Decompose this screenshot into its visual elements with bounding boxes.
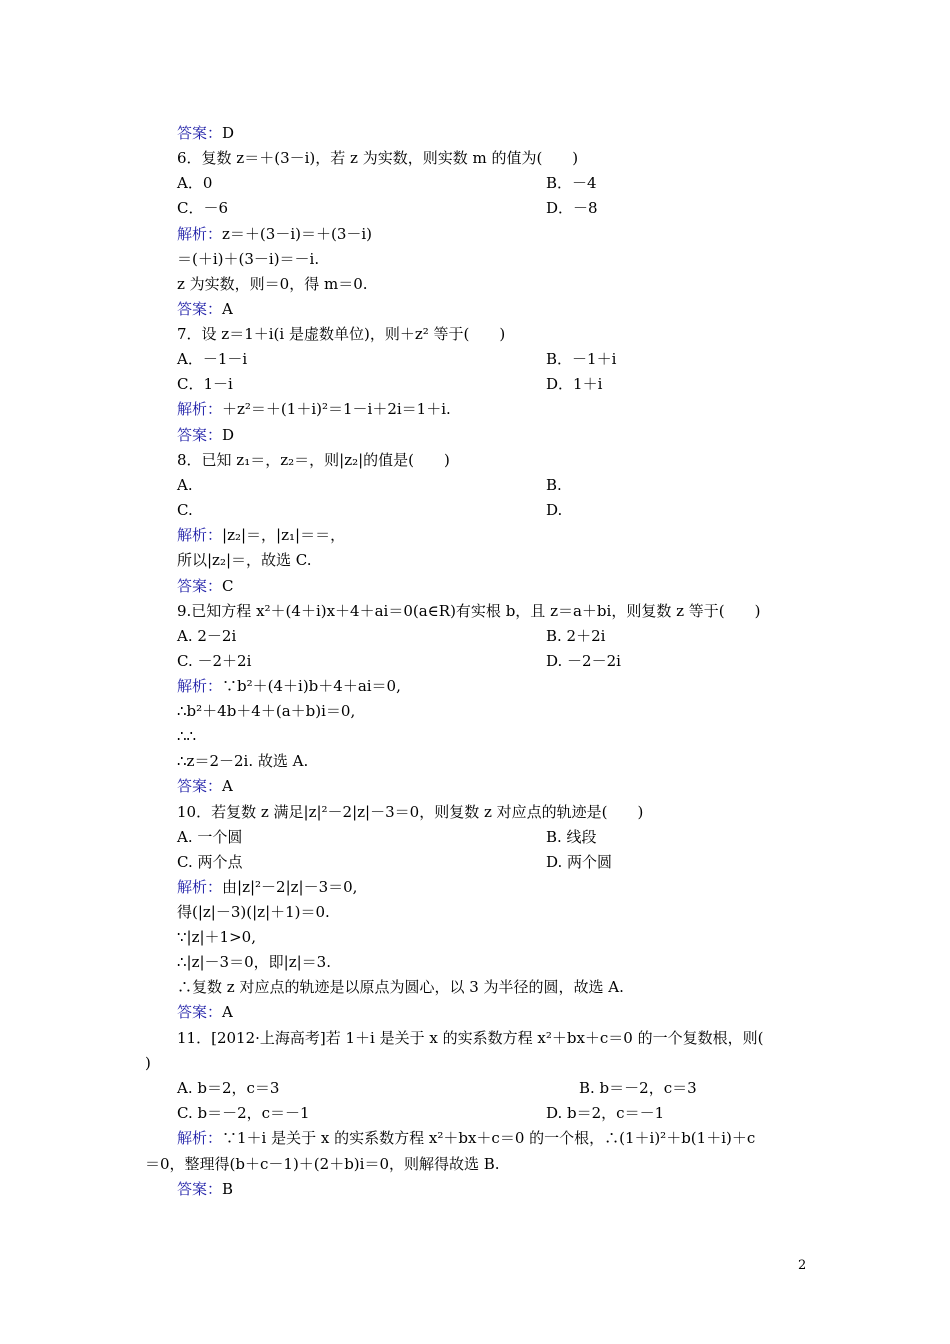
line-content: A bbox=[222, 777, 233, 795]
analysis-label: 解析： bbox=[177, 225, 223, 243]
text-line bbox=[177, 275, 368, 293]
answer-label: 答案： bbox=[177, 1180, 223, 1198]
option-right: D．1＋i bbox=[546, 375, 603, 393]
line-content: C. 两个点 bbox=[177, 853, 243, 871]
analysis-label: 解析： bbox=[177, 677, 223, 695]
line-content: 10．若复数 z 满足|z|²－2|z|－3＝0，则复数 z 对应点的轨迹是( ) bbox=[177, 803, 644, 821]
text-line bbox=[145, 1054, 151, 1072]
answer-label: 答案： bbox=[177, 1003, 223, 1021]
line-content: A. 一个圆 bbox=[177, 828, 243, 846]
text-line bbox=[177, 978, 624, 996]
text-line bbox=[177, 476, 193, 494]
text-line bbox=[177, 853, 242, 871]
line-content: ∴∴ bbox=[177, 727, 197, 745]
text-line bbox=[145, 1155, 500, 1173]
text-line bbox=[177, 577, 234, 595]
text-line bbox=[177, 350, 247, 368]
option-right: D. －2－2i bbox=[546, 652, 621, 670]
line-content: z＝＋(3－i)＝＋(3－i) bbox=[222, 225, 373, 243]
option-right: B. bbox=[546, 476, 562, 494]
line-content: ∴b²＋4b＋4＋(a＋b)i＝0, bbox=[177, 702, 356, 720]
line-content: ∴z＝2－2i. 故选 A. bbox=[177, 752, 309, 770]
line-content: C．－6 bbox=[177, 199, 229, 217]
answer-label: 答案： bbox=[177, 777, 223, 795]
option-right: B．－4 bbox=[546, 174, 597, 192]
line-content: A．0 bbox=[177, 174, 213, 192]
line-content: 8．已知 z₁＝，z₂＝，则|z₂|的值是( ) bbox=[177, 451, 450, 469]
text-line bbox=[177, 777, 233, 795]
analysis-label: 解析： bbox=[177, 400, 223, 418]
line-content: D bbox=[222, 426, 235, 444]
text-line bbox=[177, 727, 196, 745]
line-content: z 为实数，则＝0，得 m＝0. bbox=[177, 275, 368, 293]
answer-label: 答案： bbox=[177, 300, 223, 318]
line-content: A. 2－2i bbox=[177, 627, 237, 645]
text-line bbox=[177, 1079, 279, 1097]
option-right: B. 2＋2i bbox=[546, 627, 606, 645]
text-line bbox=[177, 828, 242, 846]
text-line bbox=[177, 1129, 755, 1147]
line-content: A．－1－i bbox=[177, 350, 248, 368]
line-content: A. b＝2，c＝3 bbox=[177, 1079, 280, 1097]
text-line bbox=[177, 1003, 233, 1021]
text-line bbox=[177, 752, 308, 770]
text-line bbox=[177, 501, 193, 519]
text-line bbox=[177, 124, 234, 142]
text-line bbox=[177, 1180, 233, 1198]
text-line bbox=[177, 451, 450, 469]
line-content: ∵|z|＋1>0, bbox=[177, 928, 256, 946]
line-content: D bbox=[222, 124, 235, 142]
text-line bbox=[177, 375, 233, 393]
line-content: B bbox=[222, 1180, 234, 1198]
line-content: C．1－i bbox=[177, 375, 233, 393]
line-content: 7．设 z＝1＋i(i 是虚数单位)，则＋z² 等于( ) bbox=[177, 325, 506, 343]
line-content: 11．[2012·上海高考]若 1＋i 是关于 x 的实系数方程 x²＋bx＋c＝0 的一个复数根，则( bbox=[177, 1029, 764, 1047]
text-line bbox=[177, 199, 228, 217]
line-content: ∴|z|－3＝0，即|z|＝3. bbox=[177, 953, 331, 971]
option-right: D. 两个圆 bbox=[546, 853, 613, 871]
text-line bbox=[177, 928, 256, 946]
text-line bbox=[177, 803, 643, 821]
option-right: D. bbox=[546, 501, 563, 519]
line-content: 9.已知方程 x²＋(4＋i)x＋4＋ai＝0(a∈R)有实根 b，且 z＝a＋bi，则复数 z 等于( ) bbox=[177, 602, 761, 620]
option-right: B. 线段 bbox=[546, 828, 597, 846]
line-content: A. bbox=[177, 476, 193, 494]
text-line bbox=[177, 652, 251, 670]
text-line bbox=[177, 702, 355, 720]
text-line bbox=[177, 149, 578, 167]
line-content: 由|z|²－2|z|－3＝0, bbox=[222, 878, 358, 896]
text-line bbox=[177, 225, 372, 243]
option-right: D. b＝2，c＝－1 bbox=[546, 1104, 665, 1122]
text-line bbox=[177, 903, 330, 921]
line-content: C. bbox=[177, 501, 193, 519]
option-right: D．－8 bbox=[546, 199, 598, 217]
text-line bbox=[177, 250, 319, 268]
analysis-label: 解析： bbox=[177, 1129, 223, 1147]
text-line bbox=[177, 677, 401, 695]
text-line bbox=[177, 300, 233, 318]
answer-label: 答案： bbox=[177, 577, 223, 595]
line-content: ＝0，整理得(b＋c－1)＋(2＋b)i＝0，则解得故选 B. bbox=[145, 1155, 500, 1173]
line-content: ＋z²＝＋(1＋i)²＝1－i＋2i＝1＋i. bbox=[222, 400, 451, 418]
line-content: ∵b²＋(4＋i)b＋4＋ai＝0, bbox=[222, 677, 401, 695]
text-line bbox=[177, 953, 331, 971]
line-content: |z₂|＝，|z₁|＝＝， bbox=[222, 526, 346, 544]
text-line bbox=[177, 602, 760, 620]
line-content: ∴复数 z 对应点的轨迹是以原点为圆心，以 3 为半径的圆，故选 A. bbox=[177, 978, 624, 996]
text-line bbox=[177, 551, 312, 569]
text-line bbox=[177, 1029, 763, 1047]
text-line bbox=[177, 1104, 310, 1122]
page-number: 2 bbox=[798, 1258, 807, 1273]
answer-label: 答案： bbox=[177, 124, 223, 142]
line-content: 得(|z|－3)(|z|＋1)＝0. bbox=[177, 903, 330, 921]
text-line bbox=[177, 400, 451, 418]
line-content: C. －2＋2i bbox=[177, 652, 252, 670]
line-content: A bbox=[222, 1003, 233, 1021]
text-line bbox=[177, 627, 236, 645]
text-line bbox=[177, 878, 357, 896]
analysis-label: 解析： bbox=[177, 878, 223, 896]
analysis-label: 解析： bbox=[177, 526, 223, 544]
line-content: 6．复数 z＝＋(3－i)，若 z 为实数，则实数 m 的值为( ) bbox=[177, 149, 579, 167]
line-content: ) bbox=[145, 1054, 151, 1072]
text-line bbox=[177, 526, 345, 544]
answer-label: 答案： bbox=[177, 426, 223, 444]
line-content: C bbox=[222, 577, 234, 595]
text-line bbox=[177, 174, 212, 192]
line-content: ∵1＋i 是关于 x 的实系数方程 x²＋bx＋c＝0 的一个根，∴(1＋i)²＋b(1＋i)＋c bbox=[222, 1129, 756, 1147]
option-right: B. b＝－2，c＝3 bbox=[579, 1079, 697, 1097]
option-right: B．－1＋i bbox=[546, 350, 617, 368]
line-content: A bbox=[222, 300, 233, 318]
text-line bbox=[177, 325, 505, 343]
line-content: C. b＝－2，c＝－1 bbox=[177, 1104, 310, 1122]
line-content: ＝(＋i)＋(3－i)＝－i. bbox=[177, 250, 320, 268]
line-content: 所以|z₂|＝，故选 C. bbox=[177, 551, 312, 569]
text-line bbox=[177, 426, 234, 444]
